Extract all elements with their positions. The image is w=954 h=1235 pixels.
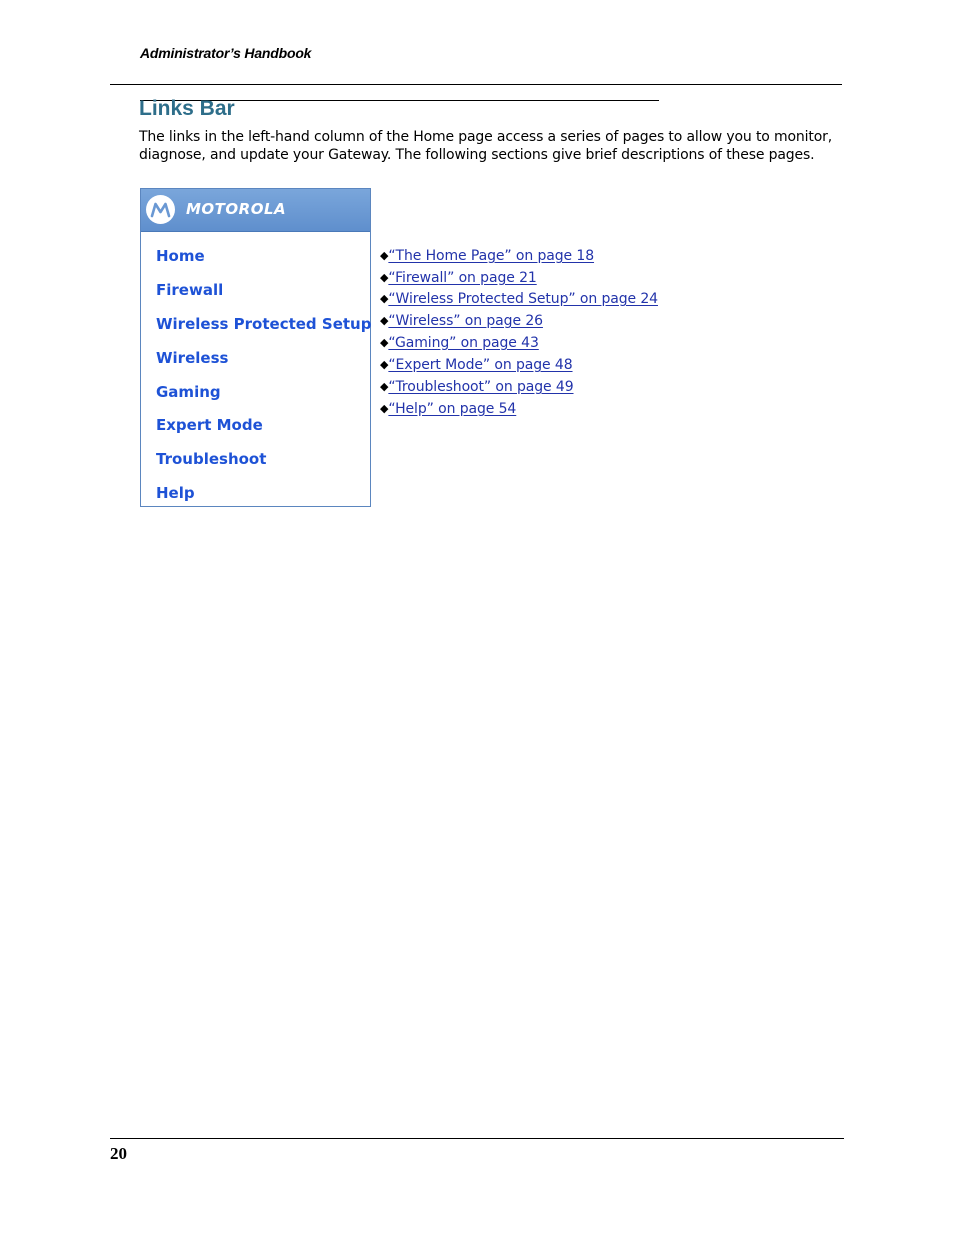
nav-item-firewall[interactable]: Firewall [156, 281, 224, 299]
nav-item-home[interactable]: Home [156, 247, 205, 265]
xref-item [380, 248, 594, 264]
diamond-bullet-icon: ◆ [380, 402, 389, 415]
running-header: Administrator’s Handbook [140, 45, 312, 61]
motorola-logo-icon [146, 195, 175, 224]
diamond-bullet-icon: ◆ [380, 358, 389, 371]
page-number: 20 [110, 1144, 127, 1163]
xref-link-home-page[interactable]: “The Home Page” on page 18 [388, 248, 595, 264]
xref-link-wireless-protected-setup[interactable]: “Wireless Protected Setup” on page 24 [388, 291, 658, 307]
xref-link-firewall[interactable]: “Firewall” on page 21 [388, 270, 537, 286]
xref-item [380, 270, 537, 286]
xref-item [380, 357, 573, 373]
xref-item [380, 379, 574, 395]
xref-item [380, 291, 658, 307]
footer-rule [110, 1138, 844, 1139]
xref-link-gaming[interactable]: “Gaming” on page 43 [388, 335, 539, 351]
diamond-bullet-icon: ◆ [380, 380, 389, 393]
nav-item-help[interactable]: Help [156, 484, 195, 502]
links-bar-panel [140, 188, 371, 507]
xref-item [380, 335, 539, 351]
section-title: Links Bar [139, 97, 235, 120]
diamond-bullet-icon: ◆ [380, 249, 389, 262]
diamond-bullet-icon: ◆ [380, 314, 389, 327]
intro-paragraph: The links in the left-hand column of the Home page access a series of pages to allow you to monitor, diagnose, and update your Gateway. The following sections give brief descriptions of these pages. [139, 129, 833, 163]
xref-link-wireless[interactable]: “Wireless” on page 26 [388, 313, 543, 329]
diamond-bullet-icon: ◆ [380, 336, 389, 349]
xref-link-help[interactable]: “Help” on page 54 [388, 401, 517, 417]
diamond-bullet-icon: ◆ [380, 292, 389, 305]
brand-name: MOTOROLA [186, 200, 287, 218]
header-rule [110, 84, 842, 85]
nav-item-gaming[interactable]: Gaming [156, 383, 221, 401]
xref-link-expert-mode[interactable]: “Expert Mode” on page 48 [388, 357, 573, 373]
nav-item-wireless-protected-setup[interactable]: Wireless Protected Setup [156, 315, 372, 333]
nav-item-expert-mode[interactable]: Expert Mode [156, 416, 263, 434]
nav-item-wireless[interactable]: Wireless [156, 349, 229, 367]
panel-header [141, 189, 370, 232]
nav-item-troubleshoot[interactable]: Troubleshoot [156, 450, 267, 468]
diamond-bullet-icon: ◆ [380, 271, 389, 284]
xref-item [380, 313, 543, 329]
xref-item [380, 401, 516, 417]
xref-link-troubleshoot[interactable]: “Troubleshoot” on page 49 [388, 379, 574, 395]
